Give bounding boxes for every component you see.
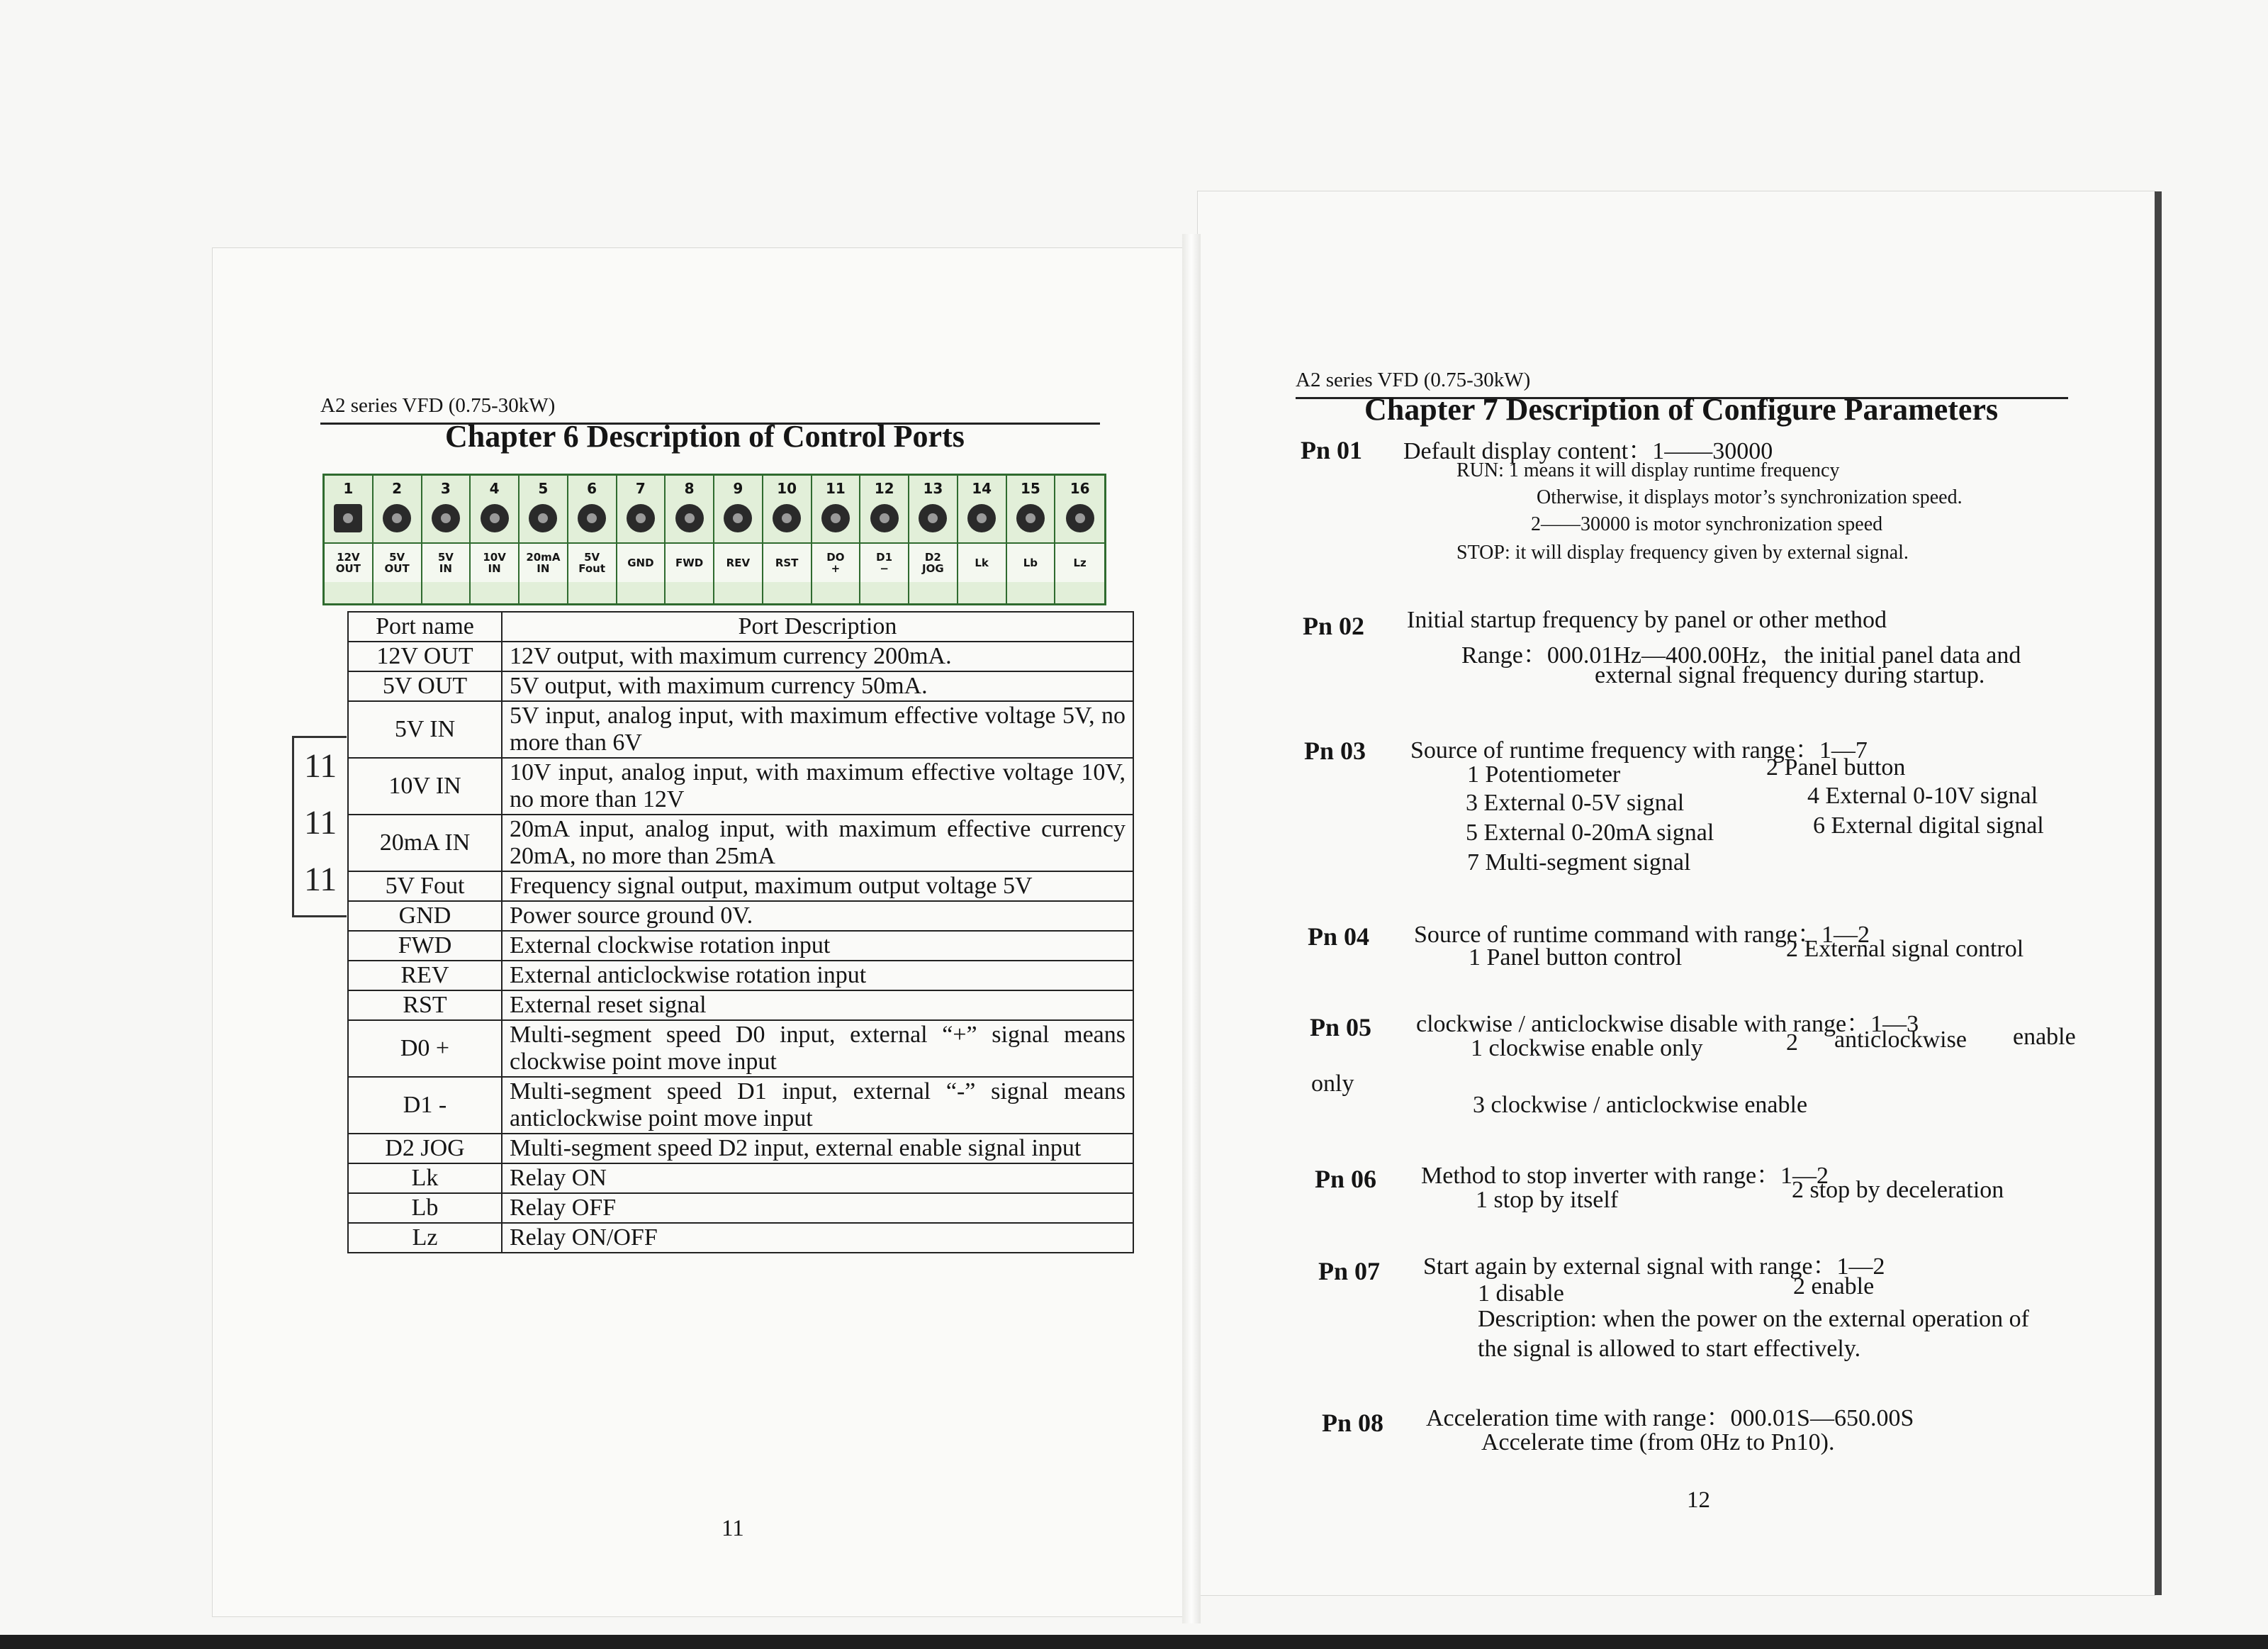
port-name-cell: FWD: [348, 931, 502, 961]
port-description-cell: Relay ON/OFF: [502, 1223, 1133, 1253]
port-name-cell: 5V OUT: [348, 671, 502, 701]
terminal-15: [1007, 476, 1056, 603]
pn06-option-2: 2 stop by deceleration: [1792, 1177, 2004, 1203]
pn03-option-3: 3 External 0-5V signal: [1466, 790, 1685, 816]
terminal-label: 20mA IN: [520, 542, 567, 582]
screw-terminal-icon: [529, 504, 557, 532]
terminal-number: 12: [874, 480, 894, 497]
port-description-cell: 10V input, analog input, with maximum effective voltage 10V, no more than 12V: [502, 758, 1133, 815]
param-label-pn04: Pn 04: [1308, 922, 1370, 951]
ports-table: [347, 611, 1134, 1253]
terminal-label: 5V IN: [422, 542, 470, 582]
port-description-cell: Multi-segment speed D0 input, external “+” signal means clockwise point move input: [502, 1020, 1133, 1077]
column-header-port-name: Port name: [348, 612, 502, 642]
port-description-cell: Multi-segment speed D1 input, external “-” signal means anticlockwise point move input: [502, 1077, 1133, 1134]
screw-terminal-icon: [432, 504, 460, 532]
right-page-header: A2 series VFD (0.75-30kW): [1296, 369, 1531, 391]
table-row: [348, 642, 1133, 671]
terminal-12: [860, 476, 909, 603]
port-name-cell: 12V OUT: [348, 642, 502, 671]
terminal-9: [714, 476, 763, 603]
pn01-run-line-1: RUN: 1 means it will display runtime frequency: [1456, 459, 1840, 481]
param-title-pn06: Method to stop inverter with range：1—2: [1421, 1163, 1829, 1189]
terminal-label: Lk: [958, 542, 1006, 582]
pn05-option-3: 3 clockwise / anticlockwise enable: [1473, 1092, 1808, 1118]
terminal-number: 15: [1020, 480, 1040, 497]
pn01-run-line-3: 2——30000 is motor synchronization speed: [1531, 513, 1883, 535]
screw-terminal-icon: [1066, 504, 1094, 532]
port-description-cell: Multi-segment speed D2 input, external enable signal input: [502, 1134, 1133, 1163]
port-name-cell: 5V IN: [348, 701, 502, 758]
pn03-option-6: 6 External digital signal: [1813, 812, 2044, 839]
pn05-option-2-enable: enable: [2013, 1024, 2076, 1050]
terminal-6: [568, 476, 617, 603]
handwritten-bracket: [292, 736, 347, 917]
pn08-description: Accelerate time (from 0Hz to Pn10).: [1481, 1429, 1835, 1455]
terminal-number: 3: [440, 480, 451, 497]
handwritten-mark: 11: [304, 861, 337, 898]
screw-terminal-icon: [1016, 504, 1045, 532]
terminal-label: D2 JOG: [909, 542, 957, 582]
port-name-cell: REV: [348, 961, 502, 990]
screw-terminal-icon: [627, 504, 655, 532]
screw-terminal-icon: [919, 504, 947, 532]
screw-terminal-icon: [724, 504, 752, 532]
terminal-number: 5: [538, 480, 549, 497]
handwritten-mark: 11: [304, 804, 337, 842]
pn01-run-line-2: Otherwise, it displays motor’s synchronization speed.: [1537, 486, 1963, 508]
terminal-label: 10V IN: [471, 542, 518, 582]
screw-terminal-icon: [870, 504, 899, 532]
port-description-cell: External anticlockwise rotation input: [502, 961, 1133, 990]
port-description-cell: External clockwise rotation input: [502, 931, 1133, 961]
scanner-edge: [0, 1635, 2268, 1649]
param-title-pn03: Source of runtime frequency with range：1—7: [1410, 737, 1868, 764]
pn04-option-1: 1 Panel button control: [1469, 944, 1683, 971]
table-row: [348, 990, 1133, 1020]
screw-terminal-icon: [481, 504, 509, 532]
port-description-cell: Relay OFF: [502, 1193, 1133, 1223]
port-name-cell: RST: [348, 990, 502, 1020]
terminal-number: 16: [1070, 480, 1090, 497]
port-description-cell: 5V output, with maximum currency 50mA.: [502, 671, 1133, 701]
param-label-pn08: Pn 08: [1322, 1409, 1384, 1437]
terminal-label: FWD: [666, 542, 713, 582]
terminal-11: [812, 476, 861, 603]
terminal-number: 2: [392, 480, 403, 497]
terminal-label: Lb: [1007, 542, 1055, 582]
terminal-13: [909, 476, 958, 603]
port-name-cell: D1 -: [348, 1077, 502, 1134]
param-title-pn05: clockwise / anticlockwise disable with range：1—3: [1416, 1011, 1919, 1037]
left-page-header: A2 series VFD (0.75-30kW): [320, 394, 556, 417]
table-row: [348, 1193, 1133, 1223]
chapter-7-title: Chapter 7 Description of Configure Parameters: [1364, 392, 1999, 427]
param-label-pn03: Pn 03: [1304, 737, 1366, 765]
port-description-cell: External reset signal: [502, 990, 1133, 1020]
terminal-label: D1 −: [860, 542, 908, 582]
table-row: [348, 671, 1133, 701]
terminal-label: GND: [617, 542, 665, 582]
pn03-option-4: 4 External 0-10V signal: [1807, 783, 2038, 809]
terminal-3: [422, 476, 471, 603]
terminal-number: 6: [587, 480, 597, 497]
port-description-cell: 12V output, with maximum currency 200mA.: [502, 642, 1133, 671]
param-title-pn07: Start again by external signal with range：1—2: [1423, 1253, 1885, 1280]
terminal-number: 7: [635, 480, 646, 497]
terminal-strip: [322, 474, 1106, 605]
terminal-label: RST: [763, 542, 811, 582]
pn05-option-2-only: only: [1311, 1071, 1354, 1097]
port-name-cell: 10V IN: [348, 758, 502, 815]
port-description-cell: Frequency signal output, maximum output voltage 5V: [502, 871, 1133, 901]
terminal-5: [520, 476, 568, 603]
table-row: [348, 1077, 1133, 1134]
port-name-cell: Lb: [348, 1193, 502, 1223]
pn07-option-1: 1 disable: [1478, 1280, 1564, 1307]
pn07-description-1: Description: when the power on the external operation of: [1478, 1306, 2029, 1332]
pn03-option-2: 2 Panel button: [1766, 754, 1906, 781]
screw-terminal-icon: [773, 504, 801, 532]
table-header-row: [348, 612, 1133, 642]
port-name-cell: Lz: [348, 1223, 502, 1253]
pn03-option-1: 1 Potentiometer: [1467, 761, 1621, 788]
chapter-6-title: Chapter 6 Description of Control Ports: [445, 419, 965, 454]
pn05-option-2-number: 2: [1786, 1029, 1798, 1056]
page-edge: [2155, 191, 2162, 1595]
param-title-pn01: Default display content：1——30000: [1403, 438, 1773, 464]
terminal-label: REV: [714, 542, 762, 582]
pn07-option-2: 2 enable: [1793, 1273, 1875, 1299]
param-label-pn07: Pn 07: [1318, 1257, 1381, 1285]
terminal-label: 5V Fout: [568, 542, 616, 582]
handwritten-mark: 11: [304, 747, 337, 785]
page-number-right: 12: [1687, 1487, 1710, 1513]
table-row: [348, 701, 1133, 758]
port-name-cell: D2 JOG: [348, 1134, 502, 1163]
port-name-cell: D0 +: [348, 1020, 502, 1077]
terminal-number: 1: [343, 480, 354, 497]
terminal-number: 4: [489, 480, 500, 497]
table-row: [348, 758, 1133, 815]
port-description-cell: 20mA input, analog input, with maximum effective currency 20mA, no more than 25mA: [502, 815, 1133, 871]
table-row: [348, 931, 1133, 961]
pn03-option-7: 7 Multi-segment signal: [1467, 849, 1691, 876]
screw-terminal-icon: [675, 504, 704, 532]
table-row: [348, 1163, 1133, 1193]
terminal-number: 11: [825, 480, 846, 497]
column-header-port-description: Port Description: [502, 612, 1133, 642]
table-row: [348, 815, 1133, 871]
param-title-pn02: Initial startup frequency by panel or other method: [1407, 607, 1887, 633]
table-row: [348, 1134, 1133, 1163]
screw-terminal-icon: [383, 504, 411, 532]
pn05-option-1: 1 clockwise enable only: [1471, 1035, 1703, 1061]
table-row: [348, 1223, 1133, 1253]
page-number-left: 11: [722, 1516, 744, 1541]
table-row: [348, 1020, 1133, 1077]
param-label-pn01: Pn 01: [1301, 436, 1363, 464]
terminal-number: 10: [777, 480, 797, 497]
screw-terminal-icon: [578, 504, 606, 532]
port-name-cell: Lk: [348, 1163, 502, 1193]
pn02-range: Range：000.01Hz—400.00Hz，the initial panel data and: [1461, 642, 2021, 669]
port-name-cell: 20mA IN: [348, 815, 502, 871]
pn05-option-2-text: anticlockwise: [1834, 1027, 1967, 1053]
param-label-pn06: Pn 06: [1315, 1165, 1377, 1193]
table-row: [348, 901, 1133, 931]
port-name-cell: 5V Fout: [348, 871, 502, 901]
ports-table-body: [348, 642, 1133, 1253]
terminal-14: [958, 476, 1007, 603]
screw-terminal-icon: [821, 504, 850, 532]
param-label-pn02: Pn 02: [1303, 612, 1365, 640]
screw-terminal-icon: [334, 504, 362, 532]
terminal-number: 9: [733, 480, 743, 497]
port-description-cell: Power source ground 0V.: [502, 901, 1133, 931]
terminal-label: 12V OUT: [325, 542, 372, 582]
pn07-description-2: the signal is allowed to start effectively.: [1478, 1336, 1861, 1362]
param-title-pn04: Source of runtime command with range：1—2: [1414, 922, 1870, 948]
terminal-7: [617, 476, 666, 603]
terminal-label: DO +: [812, 542, 860, 582]
book-gutter: [1182, 234, 1201, 1623]
port-name-cell: GND: [348, 901, 502, 931]
port-description-cell: 5V input, analog input, with maximum effective voltage 5V, no more than 6V: [502, 701, 1133, 758]
pn06-option-1: 1 stop by itself: [1476, 1187, 1619, 1213]
terminal-label: Lz: [1055, 542, 1104, 582]
terminal-label: 5V OUT: [374, 542, 421, 582]
table-row: [348, 961, 1133, 990]
pn01-stop-line: STOP: it will display frequency given by external signal.: [1456, 542, 1909, 564]
terminal-number: 14: [972, 480, 992, 497]
terminal-16: [1055, 476, 1104, 603]
pn03-option-5: 5 External 0-20mA signal: [1466, 820, 1714, 846]
terminal-8: [666, 476, 714, 603]
pn02-range-2: external signal frequency during startup.: [1595, 662, 1985, 688]
terminal-4: [471, 476, 520, 603]
terminal-10: [763, 476, 812, 603]
screw-terminal-icon: [967, 504, 996, 532]
pn04-option-2: 2 External signal control: [1786, 936, 2024, 962]
terminal-number: 13: [923, 480, 943, 497]
param-title-pn08: Acceleration time with range：000.01S—650.00S: [1426, 1405, 1914, 1431]
terminal-1: [325, 476, 374, 603]
terminal-2: [374, 476, 422, 603]
port-description-cell: Relay ON: [502, 1163, 1133, 1193]
table-row: [348, 871, 1133, 901]
terminal-number: 8: [684, 480, 695, 497]
param-label-pn05: Pn 05: [1310, 1013, 1372, 1041]
